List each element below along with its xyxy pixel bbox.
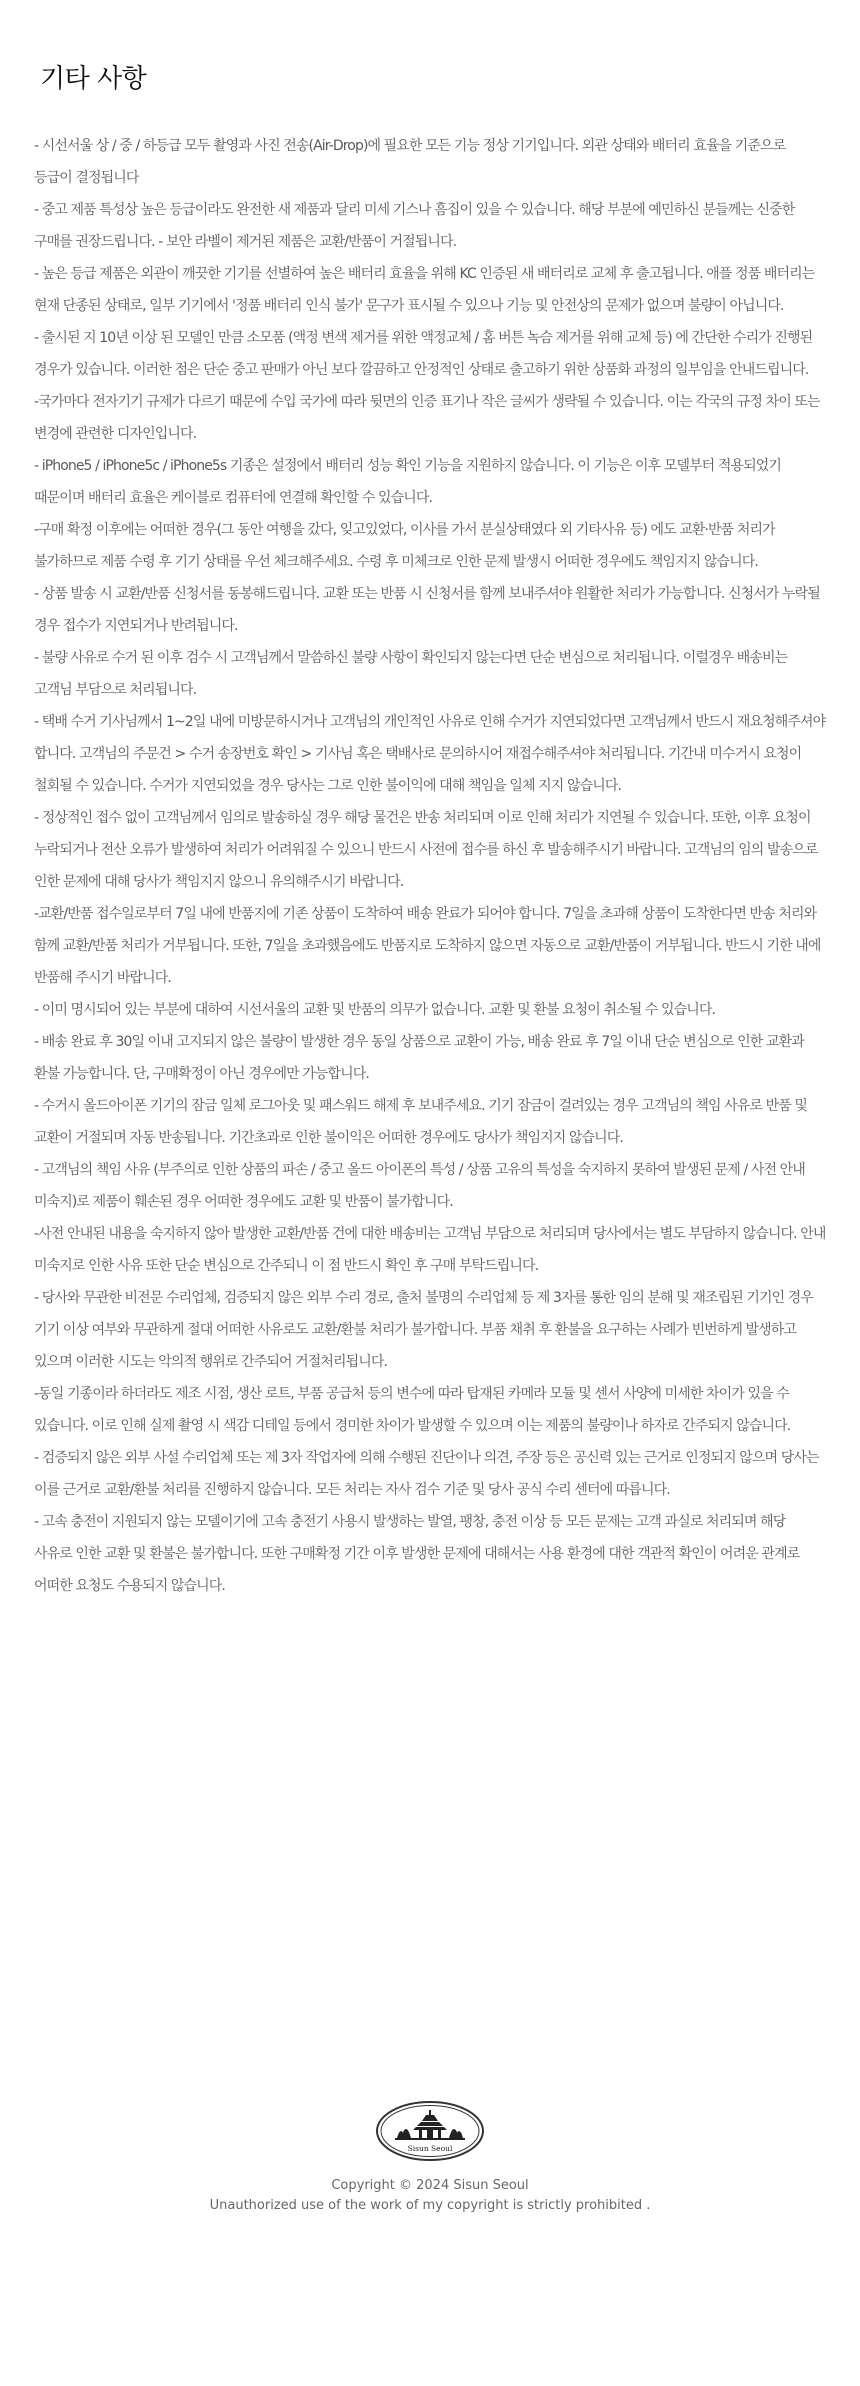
page-title: 기타 사항 [40, 64, 147, 94]
notice-item: - 상품 발송 시 교환/반품 신청서를 동봉해드립니다. 교환 또는 반품 시 신청서를 함께 보내주셔야 원활한 처리가 가능합니다. 신청서가 누락될 경우 접수가 지연되거나 반려됩니다. [34, 586, 820, 634]
notice-item: - 고속 충전이 지원되지 않는 모델이기에 고속 충전기 사용시 발생하는 발열, 팽창, 충전 이상 등 모든 문제는 고객 과실로 처리되며 해당 사유로 인한 교환 및 환불은 불가합니다. 또한 구매확정 기간 이후 발생한 문제에 대해서는 사용 환경에 대한 객관적 확인이 어려운 관계로 어떠한 요청도 수용되지 않습니다. [34, 1514, 800, 1594]
notice-item: - 배송 완료 후 30일 이내 고지되지 않은 불량이 발생한 경우 동일 상품으로 교환이 가능, 배송 완료 후 7일 이내 단순 변심으로 인한 교환과 환불 가능합니다. 단, 구매확정이 아닌 경우에만 가능합니다. [34, 1034, 804, 1082]
notice-item: - 높은 등급 제품은 외관이 깨끗한 기기를 선별하여 높은 배터리 효율을 위해 KC 인증된 새 배터리로 교체 후 출고됩니다. 애플 정품 배터리는 현재 단종된 상태로, 일부 기기에서 '정품 배터리 인식 불가' 문구가 표시될 수 있으나 기능 및 안전상의 문제가 없으며 불량이 아닙니다. [34, 266, 815, 314]
logo-text: Sisun Seoul [407, 2144, 453, 2153]
notice-item: - 수거시 올드아이폰 기기의 잠금 일체 로그아웃 및 패스워드 해제 후 보내주세요. 기기 잠금이 걸려있는 경우 고객님의 책임 사유로 반품 및 교환이 거절되며 자동 반송됩니다. 기간초과로 인한 불이익은 어떠한 경우에도 당사가 책임지지 않습니다. [34, 1098, 808, 1146]
notice-item: -국가마다 전자기기 규제가 다르기 때문에 수입 국가에 따라 뒷면의 인증 표기나 작은 글씨가 생략될 수 있습니다. 이는 각국의 규정 차이 또는 변경에 관련한 디자인입니다. [34, 394, 820, 442]
notice-item: - 출시된 지 10년 이상 된 모델인 만큼 소모품 (액정 변색 제거를 위한 액정교체 / 홈 버튼 녹슴 제거를 위해 교체 등) 에 간단한 수리가 진행된 경우가 있습니다. 이러한 점은 단순 중고 판매가 아닌 보다 깔끔하고 안정적인 상태로 출고하기 위한 상품화 과정의 일부임을 안내드립니다. [34, 330, 813, 378]
notice-item: - 시선서울 상 / 중 / 하등급 모두 촬영과 사진 전송(Air-Drop)에 필요한 모든 기능 정상 기기입니다. 외관 상태와 배터리 효율을 기준으로 등급이 결정됩니다 [34, 138, 786, 186]
notice-item: - 정상적인 접수 없이 고객님께서 임의로 발송하실 경우 해당 물건은 반송 처리되며 이로 인해 처리가 지연될 수 있습니다. 또한, 이후 요청이 누락되거나 전산 오류가 발생하여 처리가 어려워질 수 있으니 반드시 사전에 접수를 하신 후 발송해주시기 바랍니다. 고객님의 임의 발송으로 인한 문제에 대해 당사가 책임지지 않으니 유의해주시기 바랍니다. [34, 810, 818, 890]
notice-item: -구매 확정 이후에는 어떠한 경우(그 동안 여행을 갔다, 잊고있었다, 이사를 가서 분실상태였다 외 기타사유 등) 에도 교환·반품 처리가 불가하므로 제품 수령 후 기기 상태를 우선 체크해주세요. 수령 후 미체크로 인한 문제 발생시 어떠한 경우에도 책임지지 않습니다. [34, 522, 775, 570]
footer [0, 2100, 860, 2216]
sisun-seoul-logo [375, 2100, 485, 2162]
copyright-text: Copyright © 2024 Sisun Seoul [331, 2178, 529, 2193]
notice-item: - 불량 사유로 수거 된 이후 검수 시 고객님께서 말씀하신 불량 사항이 확인되지 않는다면 단순 변심으로 처리됩니다. 이럴경우 배송비는 고객님 부담으로 처리됩니다. [34, 650, 788, 698]
notice-item: -동일 기종이라 하더라도 제조 시점, 생산 로트, 부품 공급처 등의 변수에 따라 탑재된 카메라 모듈 및 센서 사양에 미세한 차이가 있을 수 있습니다. 이로 인해 실제 촬영 시 색감 디테일 등에서 경미한 차이가 발생할 수 있으며 이는 제품의 불량이나 하자로 간주되지 않습니다. [34, 1386, 791, 1434]
unauthorized-use-text: Unauthorized use of the work of my copyright is strictly prohibited . [209, 2198, 651, 2213]
notice-item: - 검증되지 않은 외부 사설 수리업체 또는 제 3자 작업자에 의해 수행된 진단이나 의견, 주장 등은 공신력 있는 근거로 인정되지 않으며 당사는 이를 근거로 교환/환불 처리를 진행하지 않습니다. 모든 처리는 자사 검수 기준 및 당사 공식 수리 센터에 따릅니다. [34, 1450, 819, 1498]
notice-item: - 택배 수거 기사님께서 1~2일 내에 미방문하시거나 고객님의 개인적인 사유로 인해 수거가 지연되었다면 고객님께서 반드시 재요청해주셔야 합니다. 고객님의 주문건 > 수거 송장번호 확인 > 기사님 혹은 택배사로 문의하시어 재접수해주셔야 처리됩니다. 기간내 미수거시 요청이 철회될 수 있습니다. 수거가 지연되었을 경우 당사는 그로 인한 불이익에 대해 책임을 일체 지지 않습니다. [34, 714, 826, 794]
notice-item: - 중고 제품 특성상 높은 등급이라도 완전한 새 제품과 달리 미세 기스나 흠집이 있을 수 있습니다. 해당 부분에 예민하신 분들께는 신중한 구매를 권장드립니다. - 보안 라벨이 제거된 제품은 교환/반품이 거절됩니다. [34, 202, 795, 250]
notice-item: - 이미 명시되어 있는 부분에 대하여 시선서울의 교환 및 반품의 의무가 없습니다. 교환 및 환불 요청이 취소될 수 있습니다. [34, 1002, 716, 1018]
notice-item: - iPhone5 / iPhone5c / iPhone5s 기종은 설정에서 배터리 성능 확인 기능을 지원하지 않습니다. 이 기능은 이후 모델부터 적용되었기 때문이며 배터리 효율은 케이블로 컴퓨터에 연결해 확인할 수 있습니다. [34, 458, 781, 506]
notice-item: - 고객님의 책임 사유 (부주의로 인한 상품의 파손 / 중고 올드 아이폰의 특성 / 상품 고유의 특성을 숙지하지 못하여 발생된 문제 / 사전 안내 미숙지)로 제품이 훼손된 경우 어떠한 경우에도 교환 및 반품이 불가합니다. [34, 1162, 805, 1210]
notice-list [34, 130, 826, 1602]
notice-item: -사전 안내된 내용을 숙지하지 않아 발생한 교환/반품 건에 대한 배송비는 고객님 부담으로 처리되며 당사에서는 별도 부담하지 않습니다. 안내 미숙지로 인한 사유 또한 단순 변심으로 간주되니 이 점 반드시 확인 후 구매 부탁드립니다. [34, 1226, 826, 1274]
notice-item: -교환/반품 접수일로부터 7일 내에 반품지에 기존 상품이 도착하여 배송 완료가 되어야 합니다. 7일을 초과해 상품이 도착한다면 반송 처리와 함께 교환/반품 처리가 거부됩니다. 또한, 7일을 초과했음에도 반품지로 도착하지 않으면 자동으로 교환/반품이 거부됩니다. 반드시 기한 내에 반품해 주시기 바랍니다. [34, 906, 821, 986]
notice-item: - 당사와 무관한 비전문 수리업체, 검증되지 않은 외부 수리 경로, 출처 불명의 수리업체 등 제 3자를 통한 임의 분해 및 재조립된 기기인 경우 기기 이상 여부와 무관하게 절대 어떠한 사유로도 교환/환불 처리가 불가합니다. 부품 채취 후 환불을 요구하는 사례가 빈번하게 발생하고 있으며 이러한 시도는 악의적 행위로 간주되어 거절처리됩니다. [34, 1290, 814, 1370]
